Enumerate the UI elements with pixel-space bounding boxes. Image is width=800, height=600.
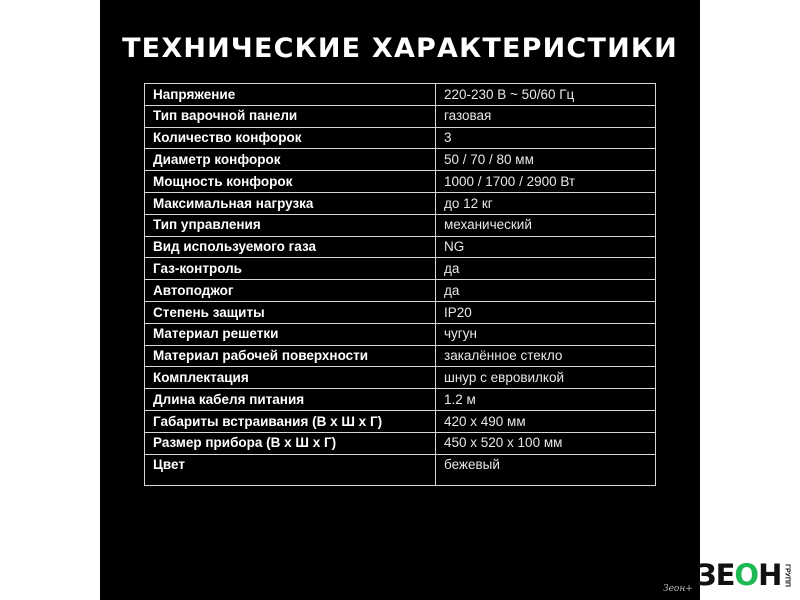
spec-value: 50 / 70 / 80 мм: [436, 149, 656, 171]
spec-value: 1.2 м: [436, 389, 656, 411]
table-row: [145, 410, 656, 432]
logo-wordmark: [696, 557, 782, 592]
table-row: [145, 171, 656, 193]
spec-value: чугун: [436, 323, 656, 345]
spec-value: газовая: [436, 105, 656, 127]
table-row: [145, 432, 656, 454]
spec-panel: [100, 0, 700, 600]
logo-part: Н: [758, 557, 782, 592]
spec-value: 420 х 490 мм: [436, 410, 656, 432]
spec-label: Материал рабочей поверхности: [145, 345, 436, 367]
spec-value: бежевый: [436, 454, 656, 485]
spec-label: Диаметр конфорок: [145, 149, 436, 171]
table-row: [145, 192, 656, 214]
spec-value: да: [436, 280, 656, 302]
table-row: [145, 454, 656, 485]
spec-value: 450 х 520 х 100 мм: [436, 432, 656, 454]
table-row: [145, 105, 656, 127]
logo-part: ЗЕ: [696, 557, 735, 592]
spec-value: IP20: [436, 301, 656, 323]
table-row: [145, 214, 656, 236]
spec-label: Количество конфорок: [145, 127, 436, 149]
spec-value: 1000 / 1700 / 2900 Вт: [436, 171, 656, 193]
table-row: [145, 367, 656, 389]
spec-label: Тип управления: [145, 214, 436, 236]
table-row: [145, 323, 656, 345]
table-row: [145, 149, 656, 171]
spec-value: 3: [436, 127, 656, 149]
spec-value: 220-230 В ~ 50/60 Гц: [436, 84, 656, 106]
spec-value: закалённое стекло: [436, 345, 656, 367]
spec-label: Размер прибора (В х Ш х Г): [145, 432, 436, 454]
logo-subtitle: ГРУПП: [783, 563, 791, 587]
spec-value: да: [436, 258, 656, 280]
table-row: [145, 345, 656, 367]
spec-label: Цвет: [145, 454, 436, 485]
spec-label: Вид используемого газа: [145, 236, 436, 258]
table-row: [145, 84, 656, 106]
spec-label: Напряжение: [145, 84, 436, 106]
spec-label: Максимальная нагрузка: [145, 192, 436, 214]
table-row: [145, 301, 656, 323]
table-row: [145, 280, 656, 302]
table-row: [145, 236, 656, 258]
watermark-text: Зеон+: [663, 584, 693, 594]
spec-label: Автоподжог: [145, 280, 436, 302]
logo-accent-letter: О: [734, 557, 759, 592]
spec-label: Комплектация: [145, 367, 436, 389]
spec-label: Материал решетки: [145, 323, 436, 345]
brand-logo: [696, 557, 791, 592]
spec-value: NG: [436, 236, 656, 258]
spec-label: Тип варочной панели: [145, 105, 436, 127]
table-row: [145, 127, 656, 149]
page-title: ТЕХНИЧЕСКИЕ ХАРАКТЕРИСТИКИ: [122, 33, 678, 64]
spec-value: до 12 кг: [436, 192, 656, 214]
spec-value: механический: [436, 214, 656, 236]
spec-table: [144, 83, 656, 486]
spec-label: Мощность конфорок: [145, 171, 436, 193]
spec-label: Степень защиты: [145, 301, 436, 323]
spec-label: Габариты встраивания (В х Ш х Г): [145, 410, 436, 432]
spec-label: Длина кабеля питания: [145, 389, 436, 411]
spec-label: Газ-контроль: [145, 258, 436, 280]
table-row: [145, 258, 656, 280]
table-row: [145, 389, 656, 411]
spec-value: шнур с евровилкой: [436, 367, 656, 389]
